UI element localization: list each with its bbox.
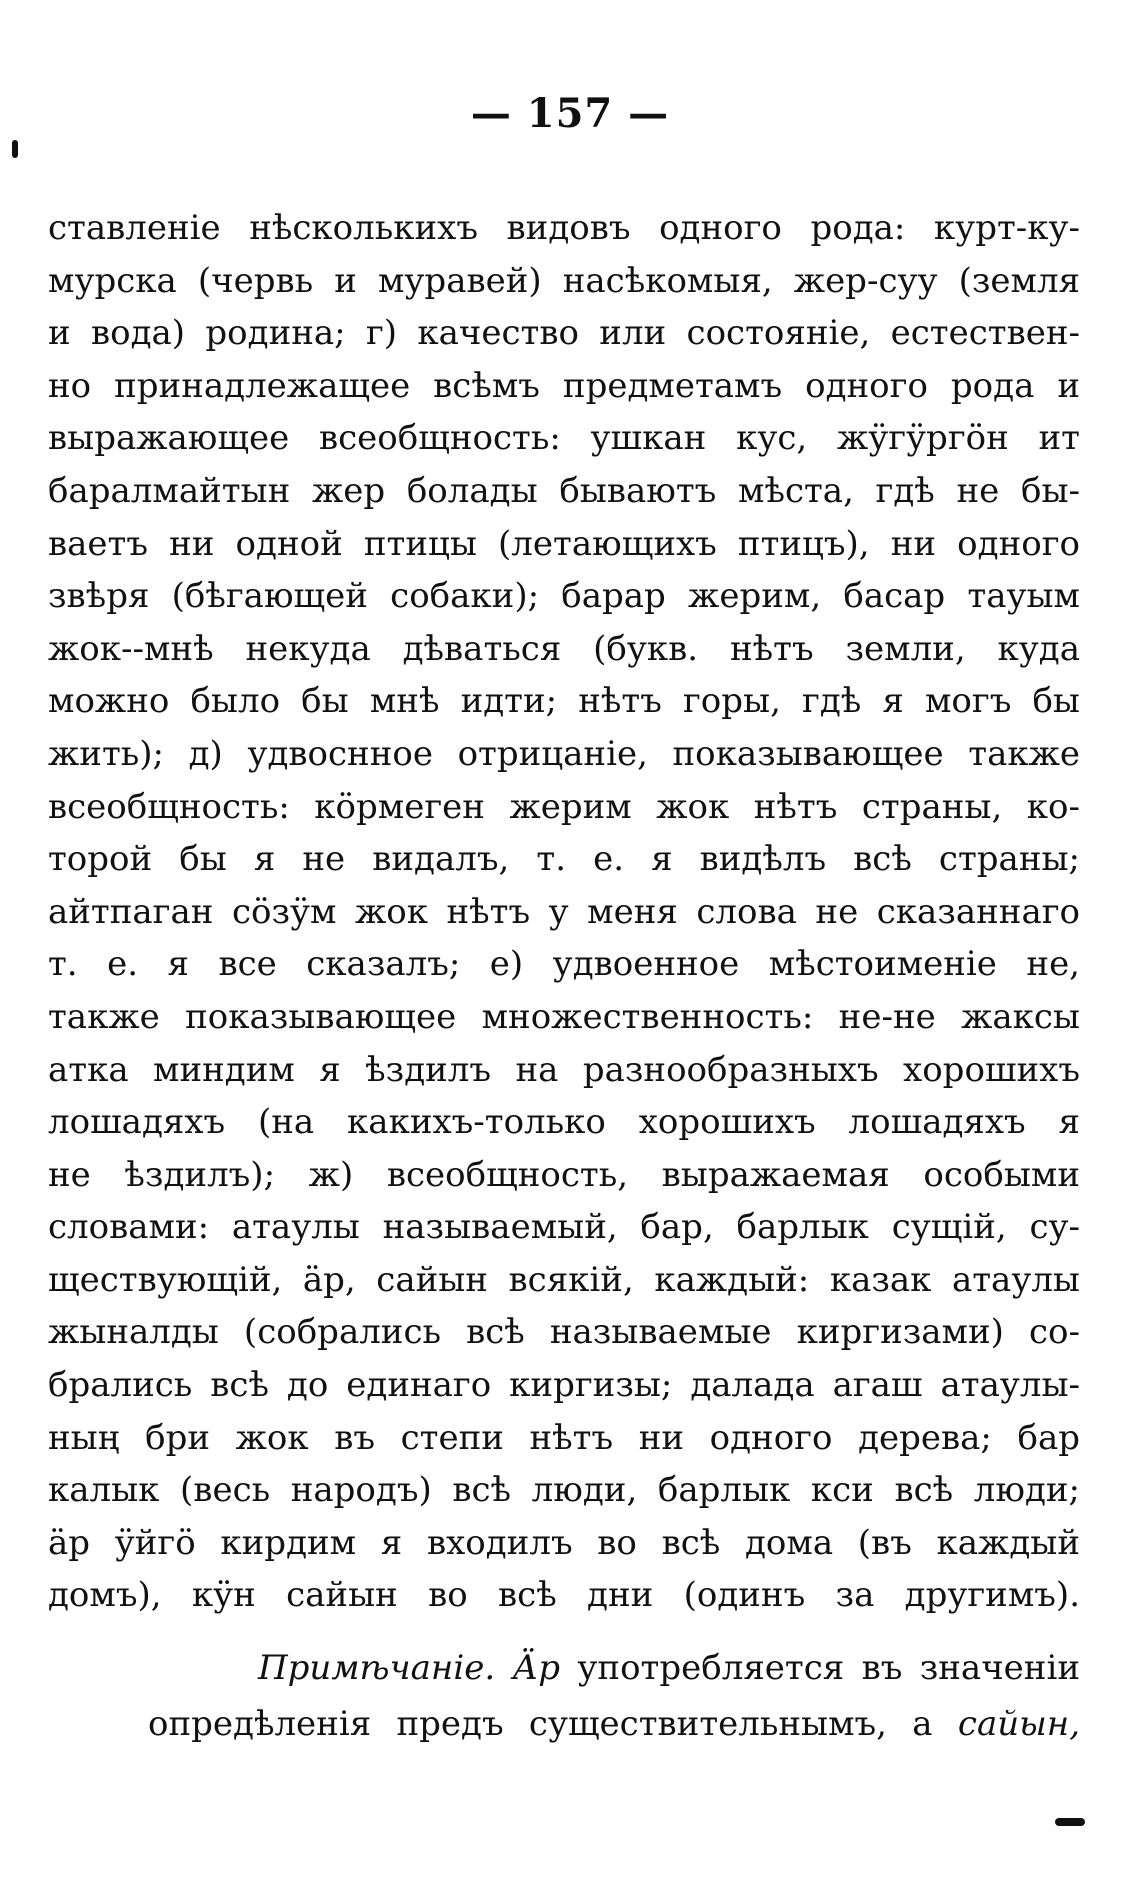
text-line: торой бы я не видалъ, т. е. я видѣлъ всѣ страны;	[48, 839, 1080, 880]
note-line-2-term: сайын,	[957, 1704, 1080, 1744]
text-line: можно было бы мнѣ идти; нѣтъ горы, гдѣ я могъ бы	[48, 681, 1080, 722]
text-line: не ѣздилъ); ж) всеобщность, выражаемая особыми	[48, 1154, 1080, 1195]
text-line: жыналды (собрались всѣ называемые киргизами) со-	[48, 1312, 1080, 1353]
note-line-2	[48, 1696, 1080, 1752]
text-line: домъ), кӱн сайын во всѣ дни (одинъ за другимъ).	[48, 1575, 1080, 1616]
text-line: калык (весь народъ) всѣ люди, барлык кси всѣ люди;	[48, 1470, 1080, 1511]
text-line: жок--мнѣ некуда дѣваться (букв. нѣтъ земли, куда	[48, 628, 1080, 669]
text-line: жить); д) удвоснное отрицаніе, показывающее также	[48, 733, 1080, 774]
print-mark	[1055, 1818, 1085, 1826]
text-line: ӓр ӱйгӧ кирдим я входилъ во всѣ дома (въ каждый	[48, 1522, 1080, 1563]
text-line: т. е. я все сказалъ; е) удвоенное мѣстоименіе не,	[48, 944, 1080, 985]
note-term: Ӓр	[512, 1648, 561, 1688]
text-line: ның бри жок въ степи нѣтъ ни одного дерева; бар	[48, 1417, 1080, 1458]
page-number: — 157 —	[470, 90, 670, 137]
text-line: и вода) родина; г) качество или состояніе, естествен-	[48, 313, 1080, 354]
text-line: но принадлежащее всѣмъ предметамъ одного рода и	[48, 365, 1080, 406]
note-line-1-text: употребляется въ значеніи	[577, 1648, 1080, 1688]
body-text	[48, 202, 1080, 1622]
text-line: брались всѣ до единаго киргизы; далада агаш атаулы-	[48, 1365, 1080, 1406]
text-line: словами: атаулы называемый, бар, барлык сущій, су-	[48, 1207, 1080, 1248]
print-mark	[12, 140, 18, 158]
note-block	[48, 1640, 1080, 1752]
text-line: ществующій, ӓр, сайын всякій, каждый: казак атаулы	[48, 1259, 1080, 1300]
text-line: баралмайтын жер болады бываютъ мѣста, гдѣ не бы-	[48, 470, 1080, 511]
note-line-1	[48, 1640, 1080, 1696]
text-line: ваетъ ни одной птицы (летающихъ птицъ), ни одного	[48, 523, 1080, 564]
note-label: Примѣчаніе.	[258, 1648, 496, 1688]
note-line-2-text: опредѣленія предъ существительнымъ, а	[148, 1704, 933, 1744]
text-line: звѣря (бѣгающей собаки); барар жерим, басар тауым	[48, 576, 1080, 617]
text-line: мурска (червь и муравей) насѣкомыя, жер-суу (земля	[48, 260, 1080, 301]
text-line: атка миндим я ѣздилъ на разнообразныхъ хорошихъ	[48, 1049, 1080, 1090]
text-line: лошадяхъ (на какихъ-только хорошихъ лошадяхъ я	[48, 1102, 1080, 1143]
text-line: ставленіе нѣсколькихъ видовъ одного рода: курт-ку-	[48, 208, 1080, 248]
text-line: всеобщность: кӧрмеген жерим жок нѣтъ страны, ко-	[48, 786, 1080, 827]
text-line: также показывающее множественность: не-не жаксы	[48, 996, 1080, 1037]
text-line: выражающее всеобщность: ушкан кус, жӱгӱргӧн ит	[48, 418, 1080, 459]
text-line: айтпаган сӧзӱм жок нѣтъ у меня слова не сказаннаго	[48, 891, 1080, 932]
